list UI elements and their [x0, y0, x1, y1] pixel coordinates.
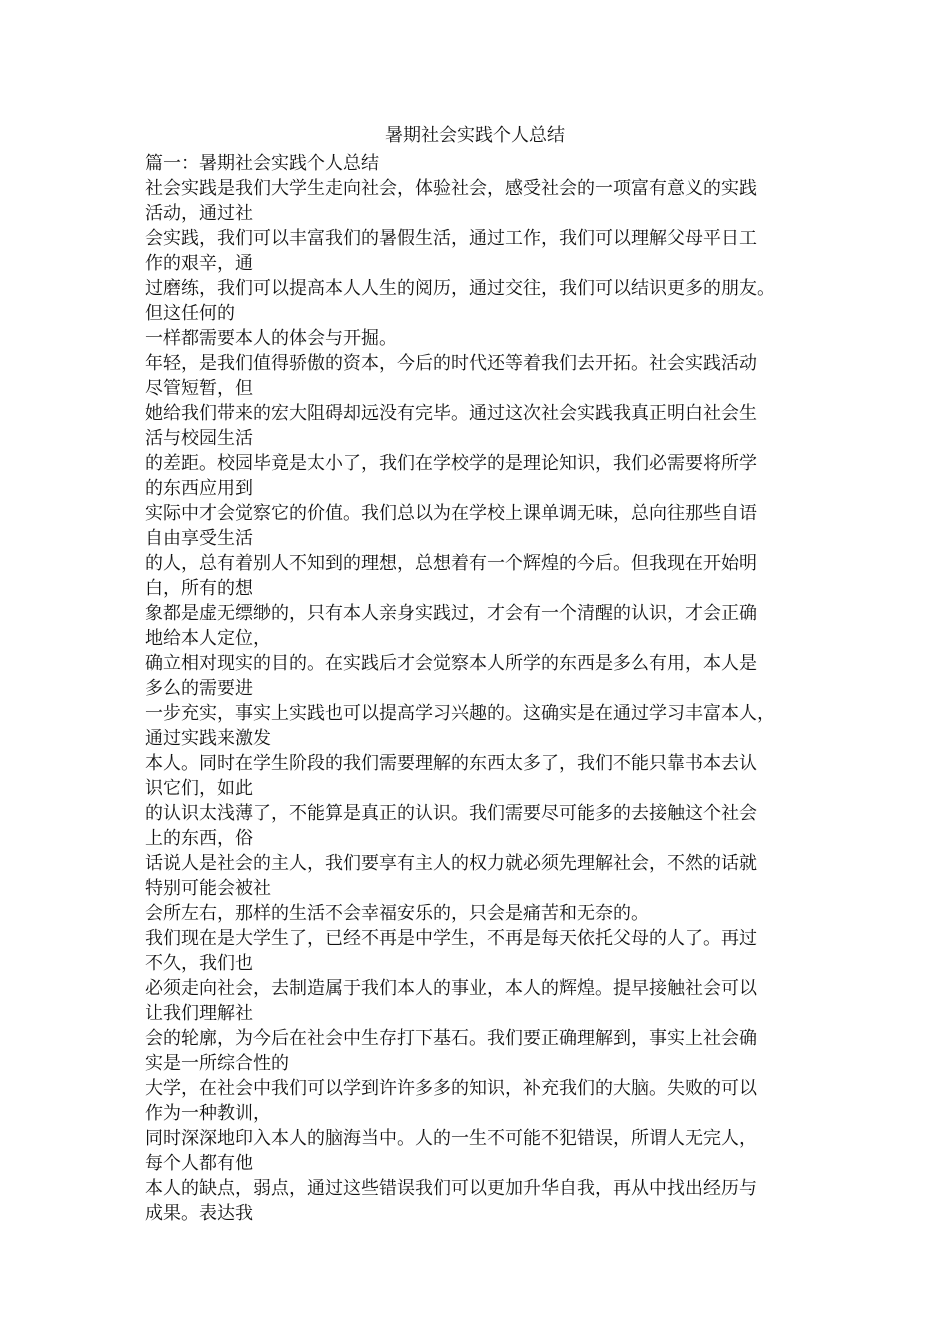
text-line: 会实践，我们可以丰富我们的暑假生活，通过工作，我们可以理解父母平日工	[145, 228, 757, 249]
text-line: 尽管短暂，但	[145, 378, 253, 399]
text-line: 自由享受生活	[145, 528, 253, 549]
text-line: 她给我们带来的宏大阻碍却远没有完毕。通过这次社会实践我真正明白社会生	[145, 403, 757, 424]
text-line: 成果。表达我	[145, 1203, 253, 1224]
text-line: 但这任何的	[145, 303, 235, 324]
text-line: 让我们理解社	[145, 1003, 253, 1024]
document-title: 暑期社会实践个人总结	[385, 125, 565, 146]
text-line: 会的轮廓，为今后在社会中生存打下基石。我们要正确理解到，事实上社会确	[145, 1028, 757, 1049]
text-line: 一样都需要本人的体会与开掘。	[145, 328, 397, 349]
text-line: 每个人都有他	[145, 1153, 253, 1174]
text-line: 特别可能会被社	[145, 878, 271, 899]
text-line: 白，所有的想	[145, 578, 253, 599]
text-line: 年轻，是我们值得骄傲的资本，今后的时代还等着我们去开拓。社会实践活动	[145, 353, 757, 374]
text-line: 同时深深地印入本人的脑海当中。人的一生不可能不犯错误，所谓人无完人，	[145, 1128, 757, 1149]
text-line: 过磨练，我们可以提高本人人生的阅历，通过交往，我们可以结识更多的朋友。	[145, 278, 775, 299]
text-line: 必须走向社会，去制造属于我们本人的事业，本人的辉煌。提早接触社会可以	[145, 978, 757, 999]
text-line: 实是一所综合性的	[145, 1053, 289, 1074]
text-line: 作为一种教训，	[145, 1103, 271, 1124]
text-line: 本人的缺点，弱点，通过这些错误我们可以更加升华自我，再从中找出经历与	[145, 1178, 757, 1199]
text-line: 活与校园生活	[145, 428, 253, 449]
text-line: 活动，通过社	[145, 203, 253, 224]
text-line: 作的艰辛，通	[145, 253, 253, 274]
text-line: 会所左右，那样的生活不会幸福安乐的，只会是痛苦和无奈的。	[145, 903, 649, 924]
text-line: 实际中才会觉察它的价值。我们总以为在学校上课单调无味，总向往那些自语	[145, 503, 757, 524]
text-line: 篇一：暑期社会实践个人总结	[145, 153, 379, 174]
document-body	[145, 151, 805, 1226]
text-line: 大学，在社会中我们可以学到许许多多的知识，补充我们的大脑。失败的可以	[145, 1078, 757, 1099]
text-line: 我们现在是大学生了，已经不再是中学生，不再是每天依托父母的人了。再过	[145, 928, 757, 949]
text-line: 上的东西，俗	[145, 828, 253, 849]
text-line: 的人，总有着别人不知到的理想，总想着有一个辉煌的今后。但我现在开始明	[145, 553, 757, 574]
text-line: 地给本人定位，	[145, 628, 271, 649]
text-line: 的东西应用到	[145, 478, 253, 499]
text-line: 确立相对现实的目的。在实践后才会觉察本人所学的东西是多么有用，本人是	[145, 653, 757, 674]
text-line: 一步充实，事实上实践也可以提高学习兴趣的。这确实是在通过学习丰富本人，	[145, 703, 775, 724]
text-line: 识它们，如此	[145, 778, 253, 799]
text-line: 不久，我们也	[145, 953, 253, 974]
text-line: 多么的需要进	[145, 678, 253, 699]
text-line: 象都是虚无缥缈的，只有本人亲身实践过，才会有一个清醒的认识，才会正确	[145, 603, 757, 624]
text-line: 本人。同时在学生阶段的我们需要理解的东西太多了，我们不能只靠书本去认	[145, 753, 757, 774]
text-line: 通过实践来激发	[145, 728, 271, 749]
text-line: 话说人是社会的主人，我们要享有主人的权力就必须先理解社会，不然的话就	[145, 853, 757, 874]
text-line: 的差距。校园毕竟是太小了，我们在学校学的是理论知识，我们必需要将所学	[145, 453, 757, 474]
text-line: 社会实践是我们大学生走向社会，体验社会，感受社会的一项富有意义的实践	[145, 178, 757, 199]
text-line: 的认识太浅薄了，不能算是真正的认识。我们需要尽可能多的去接触这个社会	[145, 803, 757, 824]
